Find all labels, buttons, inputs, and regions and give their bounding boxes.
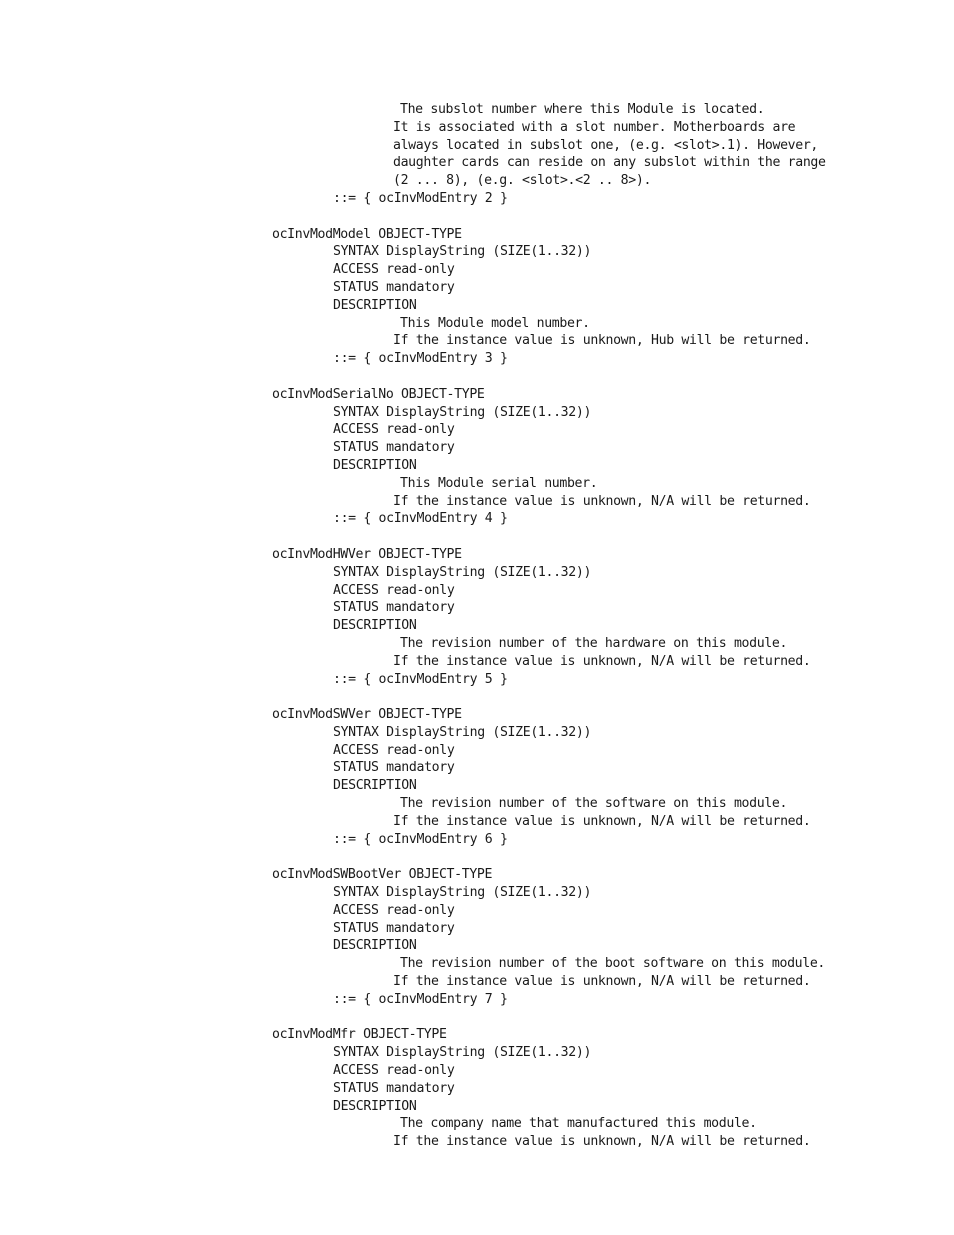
oid-assignment: ::= { ocInvModEntry 2 } — [333, 190, 508, 206]
access-clause: ACCESS read-only — [333, 582, 455, 598]
description-keyword: DESCRIPTION — [333, 297, 417, 313]
blank-line — [0, 368, 954, 386]
access-clause: ACCESS read-only — [333, 262, 455, 278]
blank-line — [0, 688, 954, 706]
code-line — [0, 332, 954, 350]
code-line — [0, 510, 954, 528]
code-line — [0, 831, 954, 849]
code-line — [0, 439, 954, 457]
code-line — [0, 759, 954, 777]
code-line — [0, 493, 954, 511]
code-line — [0, 599, 954, 617]
description-text: If the instance value is unknown, N/A will be returned. — [393, 493, 811, 509]
code-line — [0, 884, 954, 902]
code-line — [0, 1026, 954, 1044]
oid-assignment: ::= { ocInvModEntry 6 } — [333, 831, 508, 847]
code-line — [0, 671, 954, 689]
code-line — [0, 813, 954, 831]
description-keyword: DESCRIPTION — [333, 938, 417, 954]
syntax-clause: SYNTAX DisplayString (SIZE(1..32)) — [333, 885, 592, 901]
code-line — [0, 920, 954, 938]
code-line — [0, 564, 954, 582]
status-clause: STATUS mandatory — [333, 1080, 455, 1096]
description-text: The revision number of the software on this module. — [400, 796, 788, 812]
description-text: If the instance value is unknown, N/A will be returned. — [393, 974, 811, 990]
syntax-clause: SYNTAX DisplayString (SIZE(1..32)) — [333, 244, 592, 260]
code-line — [0, 991, 954, 1009]
code-line — [0, 404, 954, 422]
syntax-clause: SYNTAX DisplayString (SIZE(1..32)) — [333, 1045, 592, 1061]
description-text: It is associated with a slot number. Motherboards are — [393, 119, 796, 135]
syntax-clause: SYNTAX DisplayString (SIZE(1..32)) — [333, 404, 592, 420]
blank-line — [0, 1009, 954, 1027]
oid-assignment: ::= { ocInvModEntry 5 } — [333, 671, 508, 687]
object-type-heading: ocInvModHWVer OBJECT-TYPE — [272, 546, 462, 562]
status-clause: STATUS mandatory — [333, 279, 455, 295]
code-line — [0, 546, 954, 564]
code-line — [0, 137, 954, 155]
code-line — [0, 261, 954, 279]
status-clause: STATUS mandatory — [333, 760, 455, 776]
description-text: The revision number of the hardware on this module. — [400, 635, 788, 651]
description-text: If the instance value is unknown, N/A will be returned. — [393, 813, 811, 829]
code-line — [0, 955, 954, 973]
blank-line — [0, 848, 954, 866]
code-line — [0, 475, 954, 493]
code-line — [0, 653, 954, 671]
code-line — [0, 226, 954, 244]
object-type-heading: ocInvModModel OBJECT-TYPE — [272, 226, 462, 242]
syntax-clause: SYNTAX DisplayString (SIZE(1..32)) — [333, 564, 592, 580]
code-line — [0, 101, 954, 119]
code-line — [0, 1080, 954, 1098]
object-type-heading: ocInvModSWVer OBJECT-TYPE — [272, 707, 462, 723]
code-line — [0, 172, 954, 190]
code-line — [0, 902, 954, 920]
description-text: This Module model number. — [400, 315, 590, 331]
object-type-heading: ocInvModSWBootVer OBJECT-TYPE — [272, 867, 493, 883]
status-clause: STATUS mandatory — [333, 920, 455, 936]
code-line — [0, 582, 954, 600]
description-text: (2 ... 8), (e.g. <slot>.<2 .. 8>). — [393, 173, 652, 189]
description-text: If the instance value is unknown, Hub will be returned. — [393, 333, 811, 349]
description-text: The company name that manufactured this module. — [400, 1116, 757, 1132]
description-text: The subslot number where this Module is located. — [400, 102, 765, 117]
code-line — [0, 1098, 954, 1116]
code-line — [0, 742, 954, 760]
description-keyword: DESCRIPTION — [333, 457, 417, 473]
mib-definition-listing — [0, 101, 954, 1151]
code-line — [0, 243, 954, 261]
description-keyword: DESCRIPTION — [333, 618, 417, 634]
code-line — [0, 795, 954, 813]
description-text: This Module serial number. — [400, 475, 598, 491]
code-line — [0, 866, 954, 884]
oid-assignment: ::= { ocInvModEntry 4 } — [333, 511, 508, 527]
code-line — [0, 279, 954, 297]
description-text: daughter cards can reside on any subslot within the range — [393, 155, 826, 171]
code-line — [0, 190, 954, 208]
code-line — [0, 315, 954, 333]
syntax-clause: SYNTAX DisplayString (SIZE(1..32)) — [333, 724, 592, 740]
description-text: The revision number of the boot software on this module. — [400, 956, 826, 972]
status-clause: STATUS mandatory — [333, 440, 455, 456]
object-type-heading: ocInvModSerialNo OBJECT-TYPE — [272, 386, 485, 402]
code-line — [0, 421, 954, 439]
blank-line — [0, 528, 954, 546]
code-line — [0, 724, 954, 742]
code-line — [0, 777, 954, 795]
code-line — [0, 973, 954, 991]
code-line — [0, 1062, 954, 1080]
description-text: If the instance value is unknown, N/A will be returned. — [393, 653, 811, 669]
code-line — [0, 937, 954, 955]
access-clause: ACCESS read-only — [333, 422, 455, 438]
description-keyword: DESCRIPTION — [333, 778, 417, 794]
code-line — [0, 386, 954, 404]
code-line — [0, 1115, 954, 1133]
description-text: If the instance value is unknown, N/A will be returned. — [393, 1134, 811, 1150]
code-line — [0, 706, 954, 724]
code-line — [0, 457, 954, 475]
oid-assignment: ::= { ocInvModEntry 3 } — [333, 351, 508, 367]
description-text: always located in subslot one, (e.g. <slot>.1). However, — [393, 137, 819, 153]
access-clause: ACCESS read-only — [333, 902, 455, 918]
code-line — [0, 1044, 954, 1062]
status-clause: STATUS mandatory — [333, 600, 455, 616]
code-line — [0, 119, 954, 137]
access-clause: ACCESS read-only — [333, 742, 455, 758]
code-line — [0, 635, 954, 653]
object-type-heading: ocInvModMfr OBJECT-TYPE — [272, 1027, 447, 1043]
code-line — [0, 1133, 954, 1151]
blank-line — [0, 208, 954, 226]
access-clause: ACCESS read-only — [333, 1063, 455, 1079]
code-line — [0, 617, 954, 635]
code-line — [0, 350, 954, 368]
code-line — [0, 297, 954, 315]
description-keyword: DESCRIPTION — [333, 1098, 417, 1114]
oid-assignment: ::= { ocInvModEntry 7 } — [333, 991, 508, 1007]
code-line — [0, 154, 954, 172]
